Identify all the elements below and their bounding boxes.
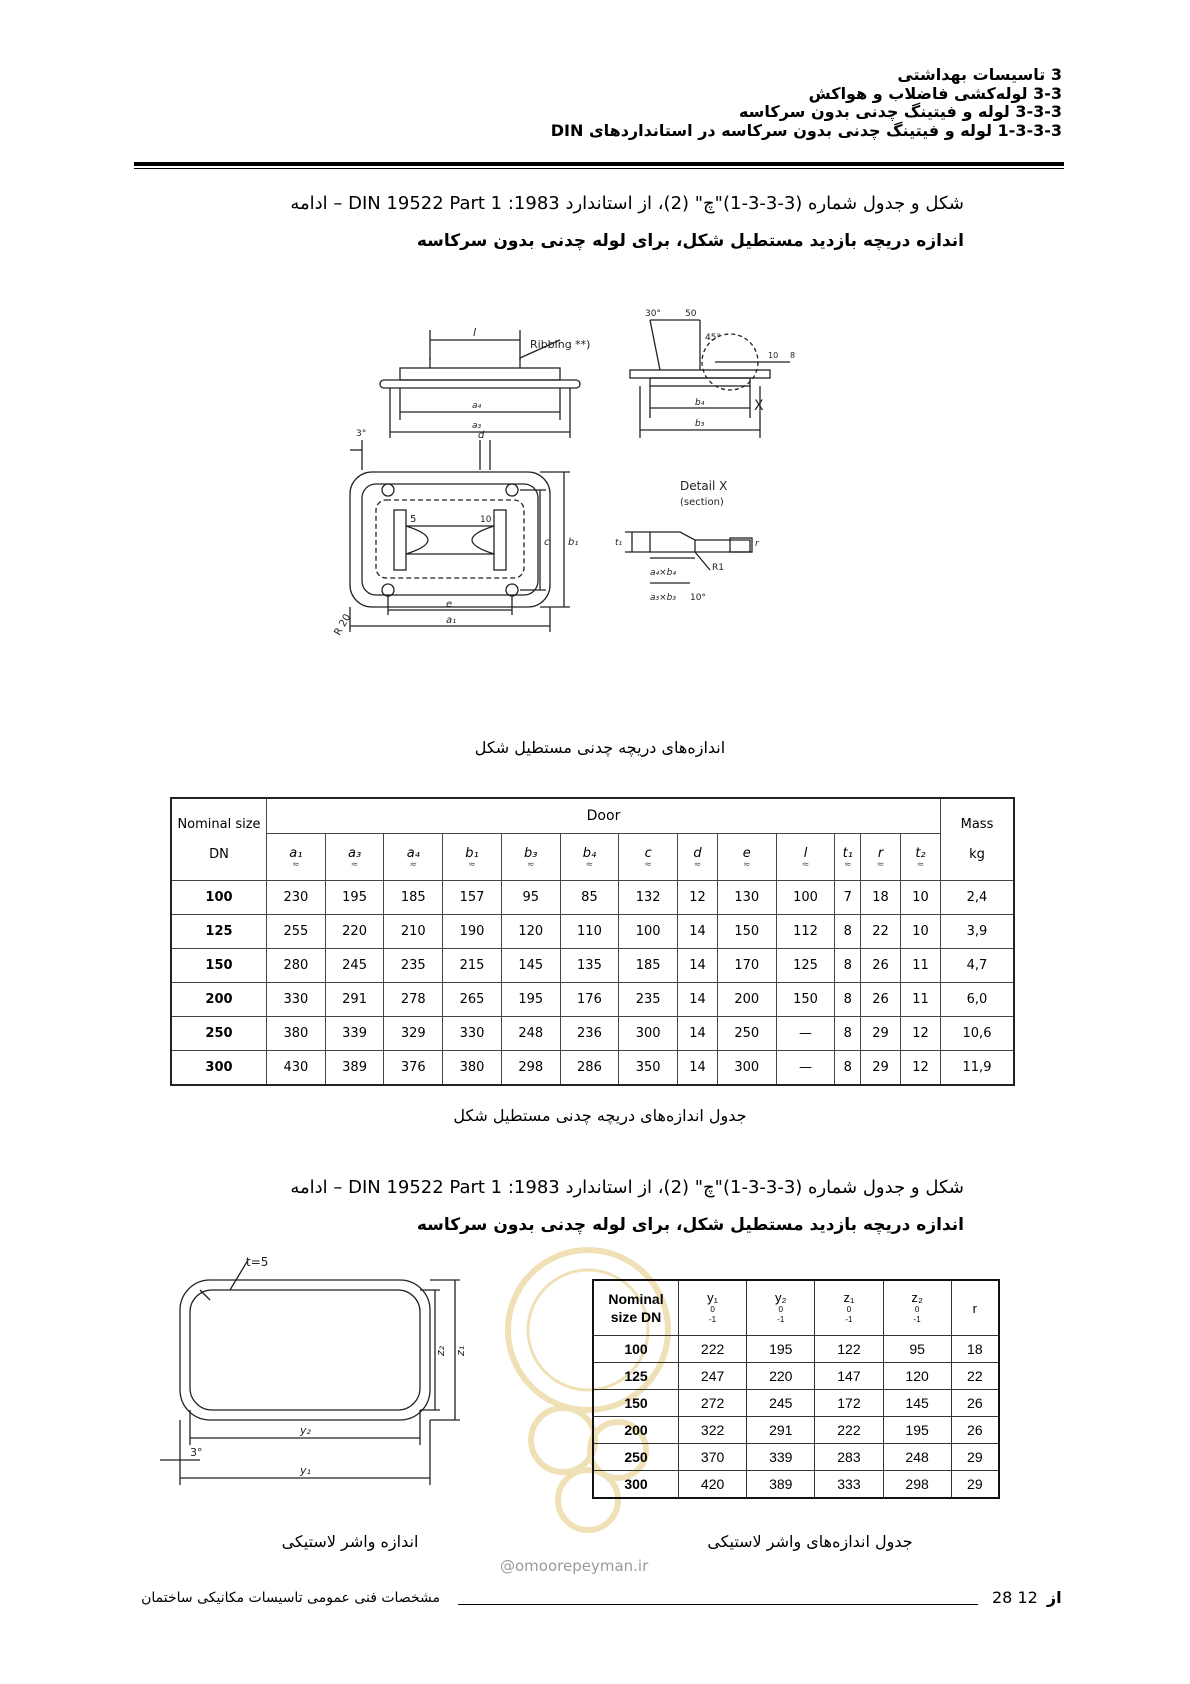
figure-caption-gasket: اندازه واشر لاستیکی: [281, 1532, 419, 1551]
mass-cell: 6,0: [941, 983, 1015, 1017]
table-row: [593, 1471, 999, 1499]
dimension-cell: 220: [325, 915, 384, 949]
gasket-col-sup: 0: [778, 1305, 783, 1314]
approx-mark: ≈: [526, 859, 535, 870]
gasket-value-cell: 370: [679, 1444, 747, 1471]
dimension-cell: 145: [501, 949, 560, 983]
dimension-cell: 248: [501, 1017, 560, 1051]
gasket-col-sup: 0: [710, 1305, 715, 1314]
dimension-cell: —: [776, 1051, 835, 1086]
approx-mark: ≈: [644, 859, 652, 870]
dimension-cell: 265: [443, 983, 502, 1017]
footer-page-number: [992, 1588, 1072, 1607]
dimension-cell: 200: [717, 983, 776, 1017]
dimension-cell: 430: [267, 1051, 326, 1086]
label-b1: b₁: [568, 537, 579, 548]
dimension-cell: 286: [560, 1051, 619, 1086]
dimension-cell: 330: [267, 983, 326, 1017]
dimension-cell: 298: [501, 1051, 560, 1086]
gasket-col-sub: -1: [777, 1315, 785, 1324]
dimension-cell: 339: [325, 1017, 384, 1051]
label-y1: y₁: [300, 1464, 311, 1477]
dimension-cell: 135: [560, 949, 619, 983]
gasket-value-cell: 220: [747, 1363, 815, 1390]
gasket-dn-cell: 200: [593, 1417, 679, 1444]
label-a4-top: a₄: [472, 401, 482, 411]
footer-total-pages: 28: [992, 1588, 1013, 1607]
nominal-header: [171, 798, 267, 881]
label-c: c: [544, 537, 550, 548]
dimension-cell: 29: [861, 1051, 901, 1086]
header-line-1: 3 تاسیسات بهداشتی: [897, 65, 1062, 84]
dimension-cell: 100: [776, 881, 835, 915]
gasket-col-header: [747, 1280, 815, 1336]
dimension-cell: 10: [900, 881, 940, 915]
dimension-cell: 26: [861, 983, 901, 1017]
gasket-col-header: [679, 1280, 747, 1336]
label-b3-top: b₃: [695, 419, 705, 429]
label-10-top: 10: [768, 351, 779, 360]
dimension-cell: 245: [325, 949, 384, 983]
dimension-cell: 235: [384, 949, 443, 983]
dimension-cell: 380: [443, 1051, 502, 1086]
gasket-value-cell: 26: [951, 1417, 999, 1444]
section2-subtitle: اندازه دریچه بازدید مستطیل شکل، برای لوله چدنی بدون سرکاسه: [416, 1215, 964, 1235]
door-col-symbol: t₁: [842, 845, 853, 861]
dn-cell: 200: [171, 983, 267, 1017]
approx-mark: ≈: [801, 859, 810, 870]
gasket-value-cell: 247: [679, 1363, 747, 1390]
label-l: l: [473, 326, 477, 339]
label-ribbing: Ribbing **): [530, 338, 591, 351]
dimension-cell: 110: [560, 915, 619, 949]
dimension-cell: 26: [861, 949, 901, 983]
dimension-cell: 22: [861, 915, 901, 949]
approx-mark: ≈: [693, 859, 702, 870]
gasket-value-cell: 420: [679, 1471, 747, 1499]
door-col-symbol: t₂: [915, 845, 926, 861]
gasket-value-cell: 248: [883, 1444, 951, 1471]
door-col-header: [776, 834, 835, 881]
mass-cell: 2,4: [941, 881, 1015, 915]
gasket-value-cell: 18: [951, 1336, 999, 1363]
gasket-col-sub: -1: [913, 1315, 921, 1324]
mass-cell: 10,6: [941, 1017, 1015, 1051]
dimension-cell: 300: [619, 1017, 678, 1051]
approx-mark: ≈: [843, 859, 852, 870]
gasket-dn-cell: 150: [593, 1390, 679, 1417]
dimension-cell: 14: [678, 915, 718, 949]
table-row: [171, 949, 1014, 983]
mass-header: [941, 798, 1015, 881]
door-col-header: [900, 834, 940, 881]
mass-label: Mass: [960, 816, 994, 832]
dimension-cell: 8: [835, 983, 861, 1017]
dimension-cell: 176: [560, 983, 619, 1017]
gasket-dn-cell: 125: [593, 1363, 679, 1390]
dimension-cell: 190: [443, 915, 502, 949]
nominal-size-label: Nominal size: [177, 816, 261, 832]
dn-cell: 250: [171, 1017, 267, 1051]
dimension-cell: 389: [325, 1051, 384, 1086]
gasket-value-cell: 29: [951, 1471, 999, 1499]
at-icon: @: [500, 1557, 515, 1575]
dimension-cell: 18: [861, 881, 901, 915]
gasket-header-row: [593, 1280, 999, 1336]
label-e: e: [446, 599, 453, 610]
gasket-nominal-header: [593, 1280, 679, 1336]
gasket-table-body: [593, 1336, 999, 1499]
dimension-cell: 291: [325, 983, 384, 1017]
dimension-cell: 10: [900, 915, 940, 949]
dn-cell: 300: [171, 1051, 267, 1086]
dimension-cell: 8: [835, 1051, 861, 1086]
gasket-value-cell: 147: [815, 1363, 883, 1390]
gasket-value-cell: 95: [883, 1336, 951, 1363]
watermark-site: omoorepeyman.ir: [515, 1557, 649, 1575]
label-30deg: 30°: [645, 309, 661, 319]
gasket-size-dn-label: size DN: [610, 1309, 662, 1325]
dimension-cell: 195: [501, 983, 560, 1017]
door-col-header: [501, 834, 560, 881]
door-col-symbol: e: [742, 845, 751, 861]
dimension-cell: 7: [835, 881, 861, 915]
gasket-outline: [160, 1260, 460, 1485]
door-plan-view: [350, 440, 570, 632]
footer-title: مشخصات فنی عمومی تاسیسات مکانیکی ساختمان: [141, 1590, 440, 1606]
table-row: [171, 1017, 1014, 1051]
watermark-site-text: [500, 1557, 700, 1575]
door-table-body: [171, 881, 1014, 1086]
label-t5: t=5: [246, 1255, 269, 1269]
footer-of: از: [1046, 1588, 1062, 1607]
gasket-col-header: [883, 1280, 951, 1336]
gasket-value-cell: 29: [951, 1444, 999, 1471]
door-col-symbol: c: [644, 845, 652, 861]
label-d: d: [478, 430, 485, 441]
gasket-col-name: y₁: [707, 1290, 719, 1305]
door-col-symbol: a₃: [347, 845, 362, 861]
door-col-header: [835, 834, 861, 881]
dimension-cell: 230: [267, 881, 326, 915]
gasket-value-cell: 298: [883, 1471, 951, 1499]
label-section: (section): [680, 497, 724, 508]
gasket-value-cell: 145: [883, 1390, 951, 1417]
table-row: [593, 1417, 999, 1444]
label-a3b3: a₃×b₃: [650, 593, 676, 603]
dimension-cell: 8: [835, 1017, 861, 1051]
mass-cell: 3,9: [941, 915, 1015, 949]
table-row: [171, 1051, 1014, 1086]
dimension-cell: 85: [560, 881, 619, 915]
dimension-cell: 14: [678, 983, 718, 1017]
dimension-cell: 236: [560, 1017, 619, 1051]
approx-mark: ≈: [409, 859, 418, 870]
dimension-cell: 185: [619, 949, 678, 983]
label-detail-x: Detail X: [680, 479, 728, 493]
gasket-value-cell: 172: [815, 1390, 883, 1417]
label-r: r: [755, 539, 759, 549]
dn-cell: 150: [171, 949, 267, 983]
dimension-cell: 255: [267, 915, 326, 949]
label-a3-top: a₃: [472, 421, 482, 431]
dimension-cell: 210: [384, 915, 443, 949]
gasket-col-sub: -1: [709, 1315, 717, 1324]
gasket-col-sup: 0: [914, 1305, 920, 1314]
dimension-cell: 120: [501, 915, 560, 949]
dimension-cell: 14: [678, 1051, 718, 1086]
gasket-value-cell: 333: [815, 1471, 883, 1499]
gasket-value-cell: 195: [883, 1417, 951, 1444]
gasket-value-cell: 322: [679, 1417, 747, 1444]
approx-mark: ≈: [876, 859, 885, 870]
approx-mark: ≈: [916, 859, 925, 870]
table-row: [593, 1390, 999, 1417]
gasket-nominal-label: Nominal: [608, 1291, 664, 1307]
dimension-cell: —: [776, 1017, 835, 1051]
label-y2: y₂: [300, 1424, 311, 1437]
dimension-cell: 8: [835, 949, 861, 983]
gasket-col-header: [815, 1280, 883, 1336]
door-col-symbol: a₁: [289, 845, 303, 861]
table-row: [171, 915, 1014, 949]
approx-mark: ≈: [585, 859, 594, 870]
gasket-value-cell: 122: [815, 1336, 883, 1363]
gasket-col-name: z₁: [843, 1290, 855, 1305]
figure-caption-door: اندازه‌های دریچه چدنی مستطیل شکل: [474, 738, 726, 757]
label-10deg: 10°: [690, 593, 706, 603]
dimension-cell: 215: [443, 949, 502, 983]
dimension-cell: 112: [776, 915, 835, 949]
table-row: [171, 881, 1014, 915]
label-50: 50: [685, 309, 697, 319]
label-r1: R1: [712, 563, 724, 573]
door-col-symbol: b₃: [524, 845, 538, 861]
header-line-2: 3-3 لوله‌کشی فاضلاب و هواکش: [808, 83, 1062, 103]
header-line-3: 3-3-3 لوله و فیتینگ چدنی بدون سرکاسه: [738, 102, 1062, 121]
door-dimensions-table: [170, 797, 1015, 1086]
door-col-header: [384, 834, 443, 881]
section1-subtitle: اندازه دریچه بازدید مستطیل شکل، برای لوله چدنی بدون سرکاسه: [416, 231, 964, 251]
section2-caption: شکل و جدول شماره (3-3-3-1)"چ" (2)، از استاندارد DIN 19522 Part 1 :1983 – ادامه: [290, 1177, 964, 1198]
footer-divider: [458, 1604, 978, 1605]
dimension-cell: 12: [900, 1017, 940, 1051]
door-col-symbol: b₄: [582, 845, 597, 861]
dimension-cell: 12: [678, 881, 718, 915]
label-a4b4: a₄×b₄: [650, 568, 676, 578]
column-header-row: [171, 834, 1014, 881]
dimension-cell: 29: [861, 1017, 901, 1051]
label-3deg-top: 3°: [356, 429, 367, 439]
dimension-cell: 125: [776, 949, 835, 983]
door-col-header: [560, 834, 619, 881]
gasket-value-cell: 26: [951, 1390, 999, 1417]
door-technical-drawing: [332, 300, 850, 690]
header-divider-thick: [134, 162, 1064, 166]
table-row: [171, 983, 1014, 1017]
gasket-value-cell: 222: [815, 1417, 883, 1444]
dimension-cell: 300: [717, 1051, 776, 1086]
dimension-cell: 376: [384, 1051, 443, 1086]
dimension-cell: 14: [678, 949, 718, 983]
gasket-value-cell: 22: [951, 1363, 999, 1390]
dimension-cell: 12: [900, 1051, 940, 1086]
gasket-value-cell: 222: [679, 1336, 747, 1363]
door-col-header: [267, 834, 326, 881]
gasket-value-cell: 120: [883, 1363, 951, 1390]
label-5: 5: [410, 514, 417, 525]
gasket-col-sub: -1: [845, 1315, 853, 1324]
gasket-value-cell: 283: [815, 1444, 883, 1471]
dimension-cell: 157: [443, 881, 502, 915]
gasket-value-cell: 389: [747, 1471, 815, 1499]
label-r20: R 20: [332, 612, 354, 638]
gasket-value-cell: 272: [679, 1390, 747, 1417]
door-col-header: [678, 834, 718, 881]
header-line-4: 1-3-3-3 لوله و فیتینگ چدنی بدون سرکاسه در استانداردهای DIN: [550, 120, 1062, 140]
dimension-cell: 95: [501, 881, 560, 915]
gasket-col-sup: 0: [846, 1305, 852, 1314]
dimension-cell: 195: [325, 881, 384, 915]
door-col-header: [443, 834, 502, 881]
dimension-cell: 100: [619, 915, 678, 949]
dimension-cell: 8: [835, 915, 861, 949]
footer-current-page: 12: [1017, 1588, 1038, 1607]
door-col-header: [325, 834, 384, 881]
dimension-cell: 14: [678, 1017, 718, 1051]
label-45deg: 45°: [705, 333, 721, 343]
dimension-cell: 132: [619, 881, 678, 915]
gasket-dn-cell: 300: [593, 1471, 679, 1499]
label-8: 8: [790, 351, 796, 360]
gasket-col-name: z₂: [911, 1290, 923, 1305]
header-divider-thin: [134, 168, 1064, 169]
approx-mark: ≈: [350, 859, 359, 870]
label-x: X: [754, 398, 764, 414]
dimension-cell: 11: [900, 983, 940, 1017]
approx-mark: ≈: [292, 859, 300, 870]
gasket-col-name: y₂: [774, 1290, 787, 1305]
gasket-technical-drawing: [160, 1255, 480, 1490]
label-t1: t₁: [615, 538, 623, 548]
dimension-cell: 278: [384, 983, 443, 1017]
dn-cell: 100: [171, 881, 267, 915]
dimension-cell: 350: [619, 1051, 678, 1086]
dimension-cell: 185: [384, 881, 443, 915]
door-col-symbol: r: [877, 845, 884, 861]
gasket-dn-cell: 250: [593, 1444, 679, 1471]
dimension-cell: 130: [717, 881, 776, 915]
gasket-value-cell: 291: [747, 1417, 815, 1444]
dimension-cell: 235: [619, 983, 678, 1017]
table-row: [593, 1363, 999, 1390]
label-b4-top: b₄: [695, 398, 705, 408]
approx-mark: ≈: [743, 859, 751, 870]
dimension-cell: 329: [384, 1017, 443, 1051]
gasket-dn-cell: 100: [593, 1336, 679, 1363]
dimension-cell: 150: [776, 983, 835, 1017]
label-z1: z₁: [454, 1345, 467, 1356]
dimension-cell: 330: [443, 1017, 502, 1051]
door-col-header: [861, 834, 901, 881]
door-col-symbol: b₁: [465, 845, 479, 861]
label-3deg-gasket: 3°: [190, 1446, 203, 1459]
dimension-cell: 280: [267, 949, 326, 983]
mass-cell: 11,9: [941, 1051, 1015, 1086]
kg-label: kg: [969, 846, 985, 862]
detail-x-view: [625, 532, 752, 583]
section1-caption: شکل و جدول شماره (3-3-3-1)"چ" (2)، از استاندارد DIN 19522 Part 1 :1983 – ادامه: [290, 193, 964, 214]
mass-cell: 4,7: [941, 949, 1015, 983]
table-caption-door: جدول اندازه‌های دریچه چدنی مستطیل شکل: [453, 1106, 747, 1125]
page-header: [362, 66, 1062, 140]
door-col-header: [717, 834, 776, 881]
gasket-value-cell: 195: [747, 1336, 815, 1363]
label-z2: z₂: [434, 1345, 447, 1356]
dimension-cell: 11: [900, 949, 940, 983]
gasket-r-header: r: [951, 1280, 999, 1336]
dimension-cell: 150: [717, 915, 776, 949]
gasket-value-cell: 339: [747, 1444, 815, 1471]
label-10-plan: 10: [480, 515, 492, 525]
dimension-cell: 250: [717, 1017, 776, 1051]
approx-mark: ≈: [468, 859, 476, 870]
table-row: [593, 1444, 999, 1471]
dn-cell: 125: [171, 915, 267, 949]
door-col-symbol: a₄: [406, 845, 420, 861]
gasket-dimensions-table: [592, 1279, 1000, 1499]
door-col-symbol: l: [803, 845, 808, 861]
door-col-header: [619, 834, 678, 881]
table-caption-gasket: جدول اندازه‌های واشر لاستیکی: [707, 1532, 913, 1551]
door-header: Door: [267, 798, 941, 834]
gasket-value-cell: 245: [747, 1390, 815, 1417]
table-row: [593, 1336, 999, 1363]
dn-label: DN: [209, 846, 229, 862]
label-a1: a₁: [446, 615, 457, 626]
dimension-cell: 380: [267, 1017, 326, 1051]
dimension-cell: 170: [717, 949, 776, 983]
door-col-symbol: d: [693, 845, 702, 861]
